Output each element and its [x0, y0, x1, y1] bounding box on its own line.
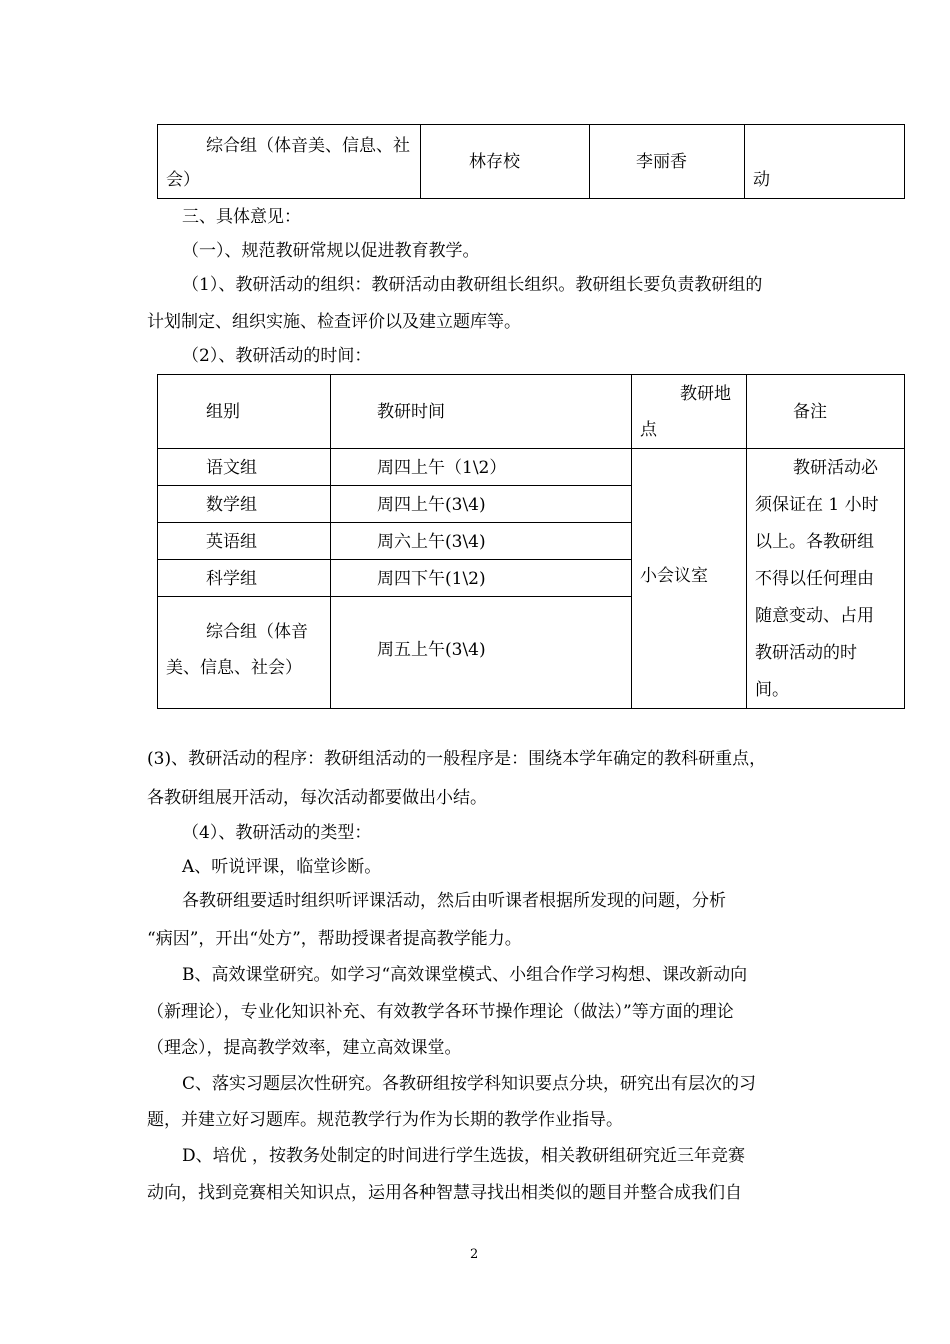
top-table-leader1-cell	[421, 125, 590, 199]
top-table-note: 动	[753, 170, 770, 190]
row-time: 周四下午(1\2)	[377, 569, 486, 589]
top-table-group-cell	[158, 125, 421, 199]
header-group-cell	[158, 375, 331, 449]
a-line2: “病因”，开出“处方”，帮助授课者提高教学能力。	[147, 929, 522, 949]
row-group: 数学组	[206, 495, 257, 515]
remark-line: 教研活动的时	[755, 643, 857, 663]
header-time-cell	[331, 375, 632, 449]
sub1-title: （一）、规范教研常规以促进教育教学。	[182, 241, 480, 261]
header-remark: 备注	[793, 402, 827, 422]
p3-line2: 各教研组展开活动，每次活动都要做出小结。	[147, 788, 487, 808]
header-remark-cell	[747, 375, 905, 449]
row-time: 周四上午（1\2）	[377, 458, 507, 478]
b-line3: （理念），提高教学效率，建立高效课堂。	[147, 1038, 462, 1058]
c-line2: 题，并建立好习题库。规范教学行为作为长期的教学作业指导。	[147, 1110, 623, 1130]
top-table-note-cell	[745, 125, 905, 199]
header-time: 教研时间	[377, 402, 445, 422]
p1-line1: （1）、教研活动的组织：教研活动由教研组长组织。教研组长要负责教研组的	[182, 275, 763, 295]
top-table-group-line2: 会）	[166, 170, 200, 190]
row-time-cell	[331, 560, 632, 597]
header-place-line1: 教研地	[680, 384, 731, 404]
row-group-cell	[158, 523, 331, 560]
remark-line: 教研活动必	[793, 458, 878, 478]
row-group-cell	[158, 449, 331, 486]
header-place-cell	[632, 375, 747, 449]
d-line1: D、培优 ，按教务处制定的时间进行学生选拔，相关教研组研究近三年竞赛	[182, 1146, 746, 1166]
remark-cell	[747, 449, 905, 709]
top-table-leader2: 李丽香	[636, 152, 687, 172]
table-row	[158, 449, 905, 486]
p2-title: （2）、教研活动的时间：	[182, 346, 372, 366]
remark-line: 以上。各教研组	[755, 532, 874, 552]
row-time-cell	[331, 449, 632, 486]
row-group: 英语组	[206, 532, 257, 552]
row-group: 语文组	[206, 458, 257, 478]
top-table-leader1: 林存校	[469, 152, 520, 172]
remark-line: 须保证在 1 小时	[755, 495, 879, 515]
row-time-cell	[331, 486, 632, 523]
section3-title: 三、具体意见：	[182, 207, 301, 227]
schedule-table	[157, 374, 905, 709]
place-value: 小会议室	[640, 566, 708, 586]
row-time: 周五上午(3\4)	[377, 640, 486, 660]
row-group-line1: 综合组（体音	[206, 622, 308, 642]
b-line1: B、高效课堂研究。如学习“高效课堂模式、小组合作学习构想、课改新动向	[182, 965, 748, 985]
row-time-cell	[331, 523, 632, 560]
b-line2: （新理论），专业化知识补充、有效教学各环节操作理论（做法）”等方面的理论	[147, 1002, 734, 1022]
top-table-leader2-cell	[590, 125, 745, 199]
p1-line2: 计划制定、组织实施、检查评价以及建立题库等。	[147, 312, 521, 332]
remark-line: 间。	[755, 680, 789, 700]
place-cell	[632, 449, 747, 709]
row-group-line2: 美、信息、社会）	[166, 658, 302, 678]
row-group-cell	[158, 486, 331, 523]
row-time: 周四上午(3\4)	[377, 495, 486, 515]
header-place-line2: 点	[640, 420, 657, 440]
remark-line: 随意变动、占用	[755, 606, 874, 626]
top-table-group-line1: 综合组（体音美、信息、社	[206, 136, 410, 156]
p4-title: （4）、教研活动的类型：	[182, 823, 372, 843]
c-line1: C、落实习题层次性研究。各教研组按学科知识要点分块，研究出有层次的习	[182, 1074, 757, 1094]
row-time-cell	[331, 597, 632, 709]
a-title: A、听说评课，临堂诊断。	[182, 857, 382, 877]
top-table	[157, 124, 905, 199]
header-group: 组别	[206, 402, 240, 422]
a-line1: 各教研组要适时组织听评课活动，然后由听课者根据所发现的问题，分析	[182, 891, 726, 911]
page-number: 2	[470, 1247, 479, 1262]
row-group: 科学组	[206, 569, 257, 589]
row-group-cell	[158, 560, 331, 597]
remark-line: 不得以任何理由	[755, 569, 874, 589]
d-line2: 动向，找到竞赛相关知识点，运用各种智慧寻找出相类似的题目并整合成我们自	[147, 1183, 742, 1203]
row-time: 周六上午(3\4)	[377, 532, 486, 552]
p3-line1: (3)、教研活动的程序：教研组活动的一般程序是：围绕本学年确定的教科研重点，	[147, 749, 767, 769]
row-group-cell	[158, 597, 331, 709]
